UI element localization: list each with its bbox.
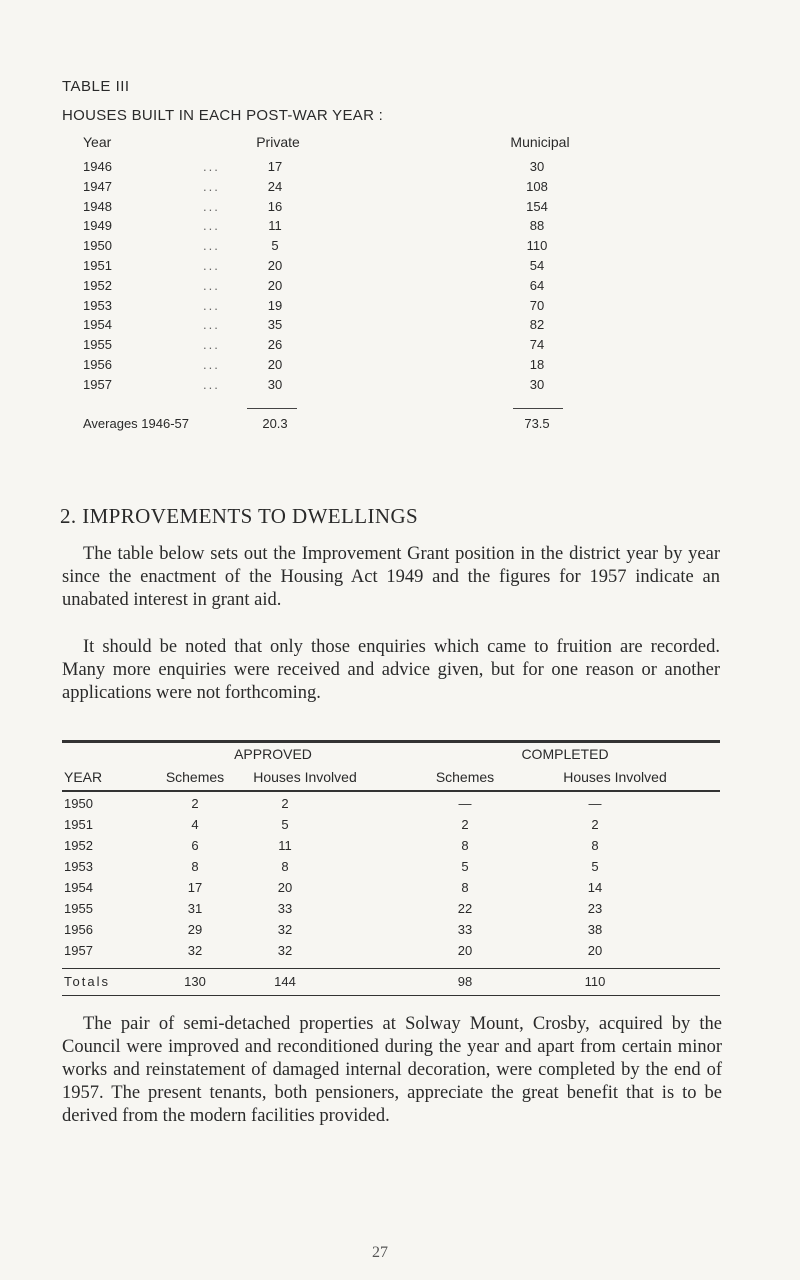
paragraph-note: It should be noted that only those enquiries which came to fruition are recorded. Many more enquiries were received and advice given, but for one reason or another applications were not forthcoming.: [62, 637, 720, 703]
row-leader: ...: [203, 277, 220, 293]
table-row: [0, 337, 800, 357]
row-approved-houses: 2: [281, 796, 289, 811]
averages-row: [0, 416, 800, 436]
row-completed-schemes: 8: [461, 838, 469, 853]
row-completed-houses: 14: [587, 880, 603, 895]
paragraph-intro: The table below sets out the Improvement Grant position in the district year by year since the enactment of the Housing Act 1949 and the figures for 1957 indicate an unabated interest in grant aid.: [62, 544, 720, 610]
header-municipal: Municipal: [510, 134, 570, 150]
row-completed-houses: —: [588, 796, 602, 811]
row-approved-houses: 20: [277, 880, 293, 895]
totals-approved-schemes: 130: [184, 974, 206, 989]
row-approved-schemes: 32: [187, 943, 203, 958]
private-sum-rule: [247, 408, 297, 409]
row-year: 1951: [64, 817, 93, 832]
row-leader: ...: [203, 317, 220, 333]
row-completed-schemes: 2: [461, 817, 469, 832]
row-year: 1956: [64, 922, 93, 937]
section-heading: 2. IMPROVEMENTS TO DWELLINGS: [60, 504, 419, 528]
table-title: HOUSES BUILT IN EACH POST-WAR YEAR :: [62, 107, 384, 124]
table-row: [0, 317, 800, 337]
row-private: 16: [267, 198, 283, 214]
table-row: [0, 377, 800, 397]
row-private: 20: [267, 357, 283, 372]
header-completed-schemes: Schemes: [435, 769, 495, 785]
row-municipal: 70: [529, 297, 545, 313]
row-private: 5: [271, 238, 279, 254]
header-year: Year: [83, 134, 112, 150]
row-completed-schemes: —: [458, 796, 472, 811]
table-row: [0, 238, 800, 258]
row-leader: ...: [203, 337, 220, 353]
row-approved-schemes: 31: [187, 901, 203, 916]
table-row: [0, 179, 800, 199]
totals-top-rule: [62, 968, 720, 969]
row-municipal: 108: [526, 178, 548, 194]
totals-completed-houses: 110: [584, 974, 606, 989]
row-approved-houses: 11: [278, 838, 292, 853]
table-header-row: [0, 134, 800, 154]
row-year: 1955: [64, 901, 93, 916]
row-completed-schemes: 20: [457, 943, 473, 958]
header-private: Private: [256, 134, 300, 150]
row-completed-schemes: 33: [457, 922, 473, 937]
header-approved-schemes: Schemes: [165, 769, 225, 785]
row-leader: ...: [203, 238, 220, 254]
row-year: 1951: [83, 258, 112, 273]
table-row: [0, 357, 800, 377]
row-year: 1956: [83, 357, 112, 372]
table-row: [0, 199, 800, 219]
row-completed-houses: 20: [587, 943, 603, 958]
municipal-sum-rule: [513, 408, 563, 409]
row-municipal: 74: [529, 337, 545, 353]
row-year: 1948: [83, 198, 112, 214]
row-private: 26: [267, 337, 283, 353]
averages-label: Averages 1946-57: [83, 416, 190, 431]
row-municipal: 88: [529, 218, 545, 234]
row-year: 1950: [64, 796, 93, 811]
row-year: 1957: [83, 376, 112, 392]
row-year: 1947: [83, 178, 112, 194]
row-approved-houses: 32: [277, 943, 293, 958]
row-completed-schemes: 8: [461, 880, 469, 895]
row-year: 1950: [83, 238, 112, 254]
row-year: 1955: [83, 337, 112, 353]
row-completed-schemes: 5: [461, 859, 469, 874]
table-row: [0, 298, 800, 318]
row-year: 1952: [83, 277, 112, 293]
header-completed-houses: Houses Involved: [563, 769, 667, 785]
table-row: [0, 218, 800, 238]
row-private: 20: [267, 258, 283, 273]
header-approved-houses: Houses Involved: [253, 769, 357, 785]
paragraph-solway-mount: The pair of semi-detached properties at Solway Mount, Crosby, acquired by the Council were improved and reconditioned during the year and apart from certain minor works and reinstatement of damaged internal decoration, were completed by the end of 1957. The present tenants, both pensioners, appreciate the great benefit that is to be derived from the modern facilities provided.: [62, 1014, 722, 1126]
totals-approved-houses: 144: [274, 974, 296, 989]
row-leader: ...: [203, 376, 220, 392]
row-private: 30: [267, 376, 283, 392]
row-approved-schemes: 6: [191, 838, 199, 853]
header-year: YEAR: [64, 769, 103, 785]
row-private: 11: [268, 218, 282, 234]
row-approved-houses: 33: [277, 901, 293, 916]
row-private: 19: [267, 297, 283, 313]
row-leader: ...: [203, 218, 220, 234]
row-approved-schemes: 29: [187, 922, 203, 937]
row-completed-houses: 5: [591, 859, 599, 874]
row-year: 1953: [64, 859, 93, 874]
row-private: 17: [267, 159, 283, 174]
row-year: 1946: [83, 159, 112, 174]
row-approved-schemes: 8: [191, 859, 199, 874]
table-bottom-rule: [62, 995, 720, 996]
row-municipal: 30: [529, 376, 545, 392]
row-year: 1953: [83, 297, 112, 313]
totals-completed-schemes: 98: [457, 974, 473, 989]
row-private: 20: [267, 277, 283, 293]
row-municipal: 154: [526, 198, 548, 214]
row-approved-houses: 5: [281, 817, 289, 832]
row-municipal: 110: [526, 238, 548, 254]
row-completed-houses: 2: [591, 817, 599, 832]
table-top-rule: [62, 740, 720, 743]
row-year: 1952: [64, 838, 93, 853]
row-approved-houses: 8: [281, 859, 289, 874]
row-private: 24: [267, 178, 283, 194]
table-row: [0, 159, 800, 179]
row-completed-houses: 38: [587, 922, 603, 937]
page-number: 27: [372, 1244, 388, 1261]
row-completed-schemes: 22: [457, 901, 473, 916]
row-year: 1957: [64, 943, 93, 958]
row-municipal: 18: [529, 357, 545, 372]
row-leader: ...: [203, 178, 220, 194]
row-leader: ...: [203, 258, 220, 273]
row-municipal: 82: [529, 317, 545, 333]
row-approved-schemes: 17: [187, 880, 203, 895]
row-approved-schemes: 4: [191, 817, 199, 832]
table-row: [0, 278, 800, 298]
row-leader: ...: [203, 198, 220, 214]
table-row: [0, 258, 800, 278]
row-municipal: 64: [529, 277, 545, 293]
header-approved: APPROVED: [234, 746, 312, 762]
header-completed: COMPLETED: [521, 746, 609, 762]
table-label: TABLE III: [62, 78, 130, 95]
row-year: 1949: [83, 218, 112, 234]
row-year: 1954: [64, 880, 93, 895]
row-completed-houses: 8: [591, 838, 599, 853]
row-private: 35: [267, 317, 283, 333]
header-bottom-rule: [62, 790, 720, 792]
row-leader: ...: [203, 159, 220, 174]
averages-municipal: 73.5: [524, 416, 550, 431]
row-approved-houses: 32: [277, 922, 293, 937]
row-leader: ...: [203, 297, 220, 313]
row-completed-houses: 23: [587, 901, 603, 916]
row-approved-schemes: 2: [191, 796, 199, 811]
row-leader: ...: [203, 357, 220, 372]
row-municipal: 54: [529, 258, 545, 273]
averages-private: 20.3: [262, 416, 288, 431]
totals-label: Totals: [64, 974, 110, 989]
row-year: 1954: [83, 317, 112, 333]
row-municipal: 30: [529, 159, 545, 174]
